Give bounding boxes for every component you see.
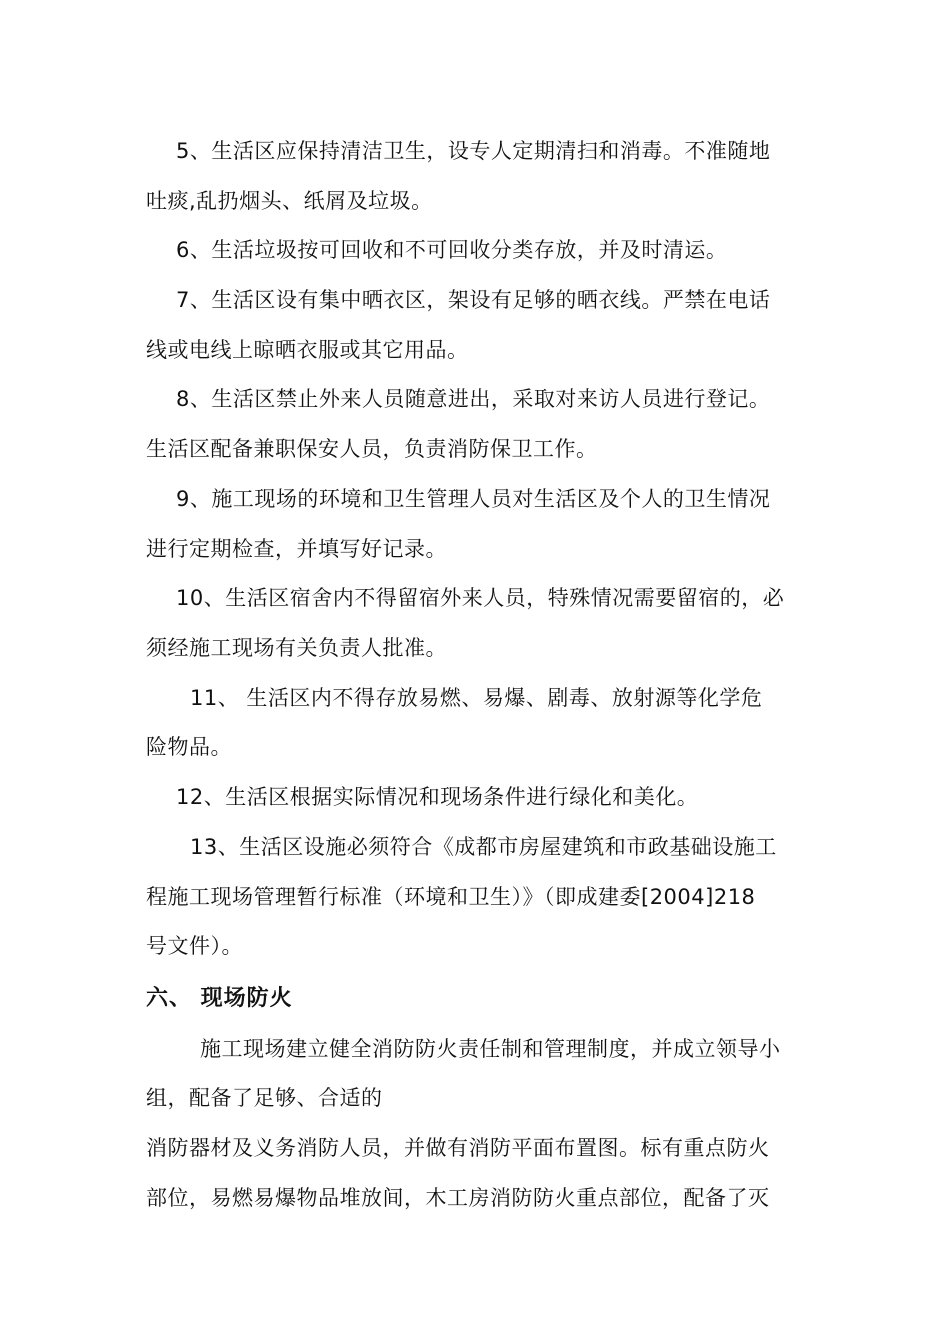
section-line-4: 部位，易燃易爆物品堆放间，木工房消防防火重点部位，配备了灭 (146, 1186, 770, 1210)
item-11-line-2: 险物品。 (146, 735, 232, 759)
item-10-line-2: 须经施工现场有关负责人批准。 (146, 636, 447, 660)
item-8-line-1: 8、生活区禁止外来人员随意进出，采取对来访人员进行登记。 (176, 387, 771, 411)
item-5-line-1: 5、生活区应保持清洁卫生，设专人定期清扫和消毒。不准随地 (176, 139, 771, 163)
item-11-line-1: 11、 生活区内不得存放易燃、易爆、剧毒、放射源等化学危 (190, 686, 763, 710)
section-line-2: 组，配备了足够、合适的 (146, 1086, 383, 1110)
item-13-line-3: 号文件）。 (146, 934, 243, 958)
item-9-line-2: 进行定期检查，并填写好记录。 (146, 537, 447, 561)
item-9-line-1: 9、施工现场的环境和卫生管理人员对生活区及个人的卫生情况 (176, 487, 771, 511)
section-line-1: 施工现场建立健全消防防火责任制和管理制度，并成立领导小 (200, 1037, 781, 1061)
item-13-line-2: 程施工现场管理暂行标准（环境和卫生）》（即成建委[2004]218 (146, 885, 756, 909)
section-line-3: 消防器材及义务消防人员，并做有消防平面布置图。标有重点防火 (146, 1136, 770, 1160)
item-13-line-1: 13、生活区设施必须符合《成都市房屋建筑和市政基础设施工 (190, 835, 777, 859)
item-7-line-2: 线或电线上晾晒衣服或其它用品。 (146, 338, 469, 362)
item-7-line-1: 7、生活区设有集中晒衣区，架设有足够的晒衣线。严禁在电话 (176, 288, 771, 312)
item-6-line-1: 6、生活垃圾按可回收和不可回收分类存放，并及时清运。 (176, 238, 728, 262)
section-heading: 六、 现场防火 (146, 986, 293, 1011)
item-8-line-2: 生活区配备兼职保安人员，负责消防保卫工作。 (146, 437, 598, 461)
item-12-line-1: 12、生活区根据实际情况和现场条件进行绿化和美化。 (176, 785, 699, 809)
item-10-line-1: 10、生活区宿舍内不得留宿外来人员，特殊情况需要留宿的，必 (176, 586, 785, 610)
item-5-line-2: 吐痰,乱扔烟头、纸屑及垃圾。 (146, 189, 433, 213)
